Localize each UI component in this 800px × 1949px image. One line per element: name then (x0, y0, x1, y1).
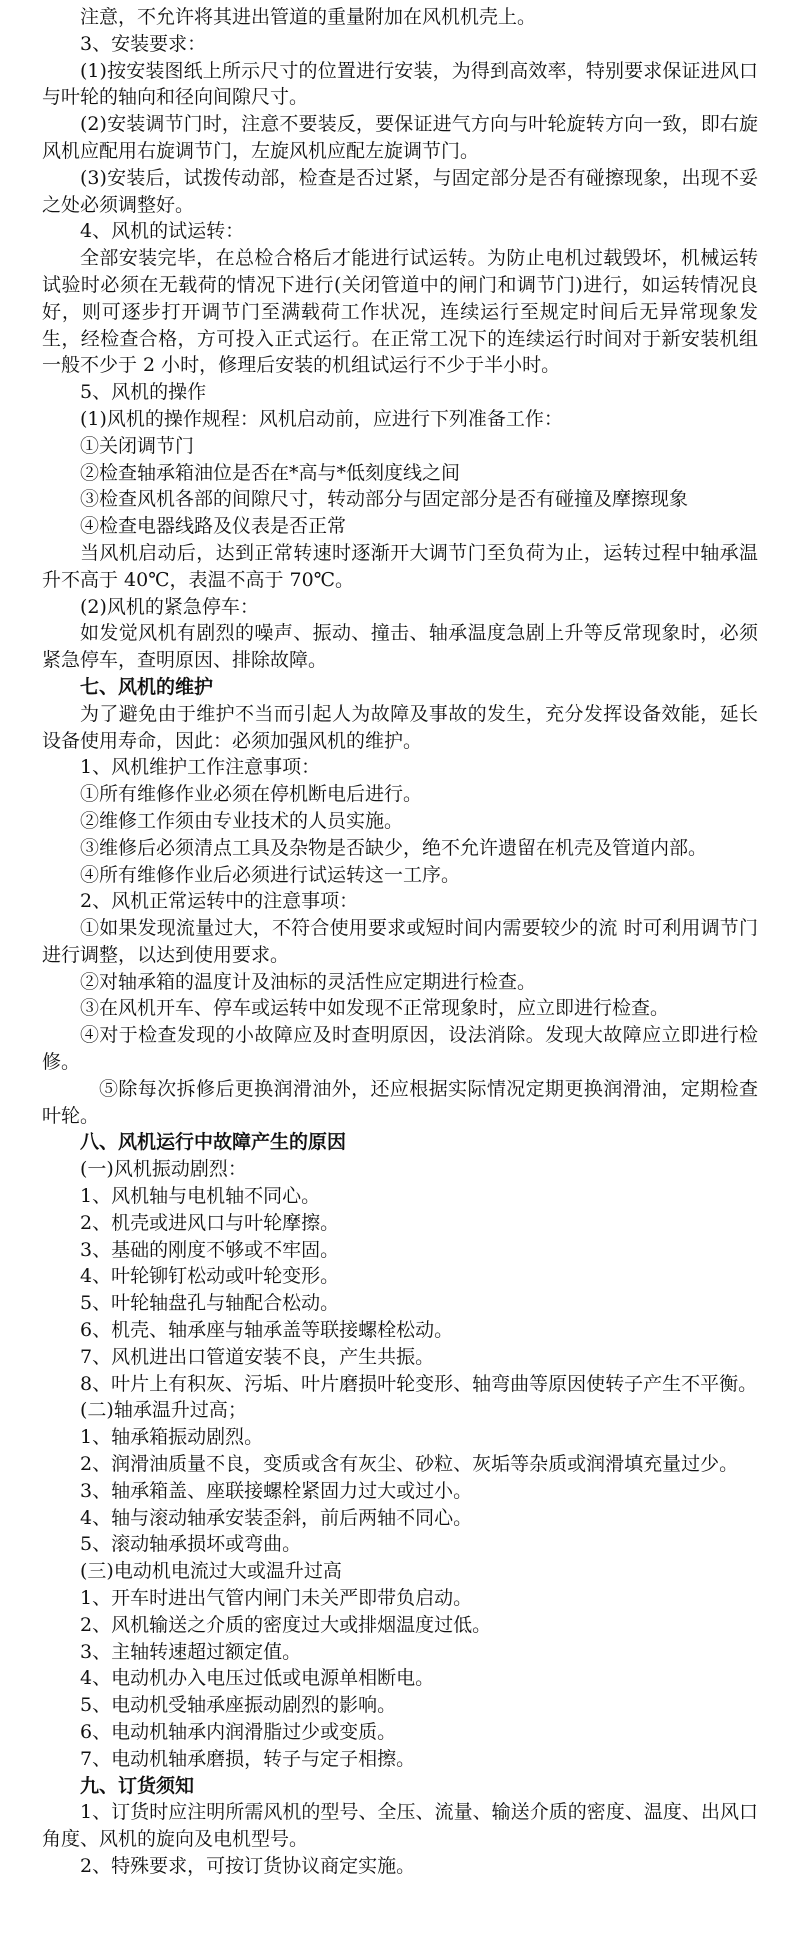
paragraph: (一)风机振动剧烈： (80, 1158, 247, 1181)
paragraph: 3、主轴转速超过额定值。 (80, 1640, 302, 1663)
paragraph: ④检查电器线路及仪表是否正常 (80, 515, 347, 538)
paragraph: 5、电动机受轴承座振动剧烈的影响。 (80, 1694, 397, 1717)
paragraph: 5、滚动轴承损坏或弯曲。 (80, 1533, 302, 1556)
paragraph: ②维修工作须由专业技术的人员实施。 (80, 809, 404, 832)
paragraph: 1、风机轴与电机轴不同心。 (80, 1185, 321, 1208)
paragraph: ③维修后必须清点工具及杂物是否缺少，绝不允许遗留在机壳及管道内部。 (80, 836, 708, 859)
paragraph: 6、机壳、轴承座与轴承盖等联接螺栓松动。 (80, 1319, 454, 1342)
paragraph: 3、基础的刚度不够或不牢固。 (80, 1238, 340, 1261)
paragraph: 8、叶片上有积灰、污垢、叶片磨损叶轮变形、轴弯曲等原因使转子产生不平衡。 (80, 1372, 758, 1395)
paragraph: 4、叶轮铆钉松动或叶轮变形。 (80, 1265, 340, 1288)
paragraph: 2、机壳或进风口与叶轮摩擦。 (80, 1211, 340, 1234)
paragraph: 6、电动机轴承内润滑脂过少或变质。 (80, 1721, 397, 1743)
paragraph: 3、安装要求： (80, 32, 207, 55)
paragraph: (1)风机的操作规程：风机启动前，应进行下列准备工作： (80, 407, 563, 430)
paragraph: 4、电动机办入电压过低或电源单相断电。 (80, 1667, 435, 1690)
paragraph: ③检查风机各部的间隙尺寸，转动部分与固定部分是否有碰撞及摩擦现象 (80, 488, 689, 511)
paragraph: 4、风机的试运转： (80, 220, 245, 243)
paragraph: 5、叶轮轴盘孔与轴配合松动。 (80, 1292, 340, 1315)
paragraph: (2)风机的紧急停车： (80, 595, 259, 618)
paragraph: ①如果发现流量过大，不符合使用要求或短时间内需要较少的流 时可利用调节门进行调整，以达到使用要求。 (42, 917, 758, 966)
section-heading: 七、风机的维护 (80, 675, 214, 698)
paragraph: (2)安装调节门时，注意不要装反，要保证进气方向与叶轮旋转方向一致，即右旋风机应配用右旋调节门，左旋风机应配左旋调节门。 (42, 113, 758, 162)
paragraph: ④所有维修作业后必须进行试运转这一工序。 (80, 863, 461, 886)
paragraph: 2、风机输送之介质的密度过大或排烟温度过低。 (80, 1613, 492, 1636)
paragraph: 3、轴承箱盖、座联接螺栓紧固力过大或过小。 (80, 1479, 473, 1502)
paragraph: ⑤除每次拆修后更换润滑油外，还应根据实际情况定期更换润滑油，定期检查叶轮。 (42, 1077, 758, 1127)
paragraph: (三)电动机电流过大或温升过高 (80, 1560, 342, 1583)
paragraph: ④对于检查发现的小故障应及时查明原因，设法消除。发现大故障应立即进行检修。 (42, 1024, 758, 1074)
paragraph: ②对轴承箱的温度计及油标的灵活性应定期进行检查。 (80, 970, 537, 993)
paragraph: 7、电动机轴承磨损，转子与定子相擦。 (80, 1747, 416, 1770)
paragraph: 如发觉风机有剧烈的噪声、振动、撞击、轴承温度急剧上升等反常现象时，必须紧急停车，查明原因、排除故障。 (42, 622, 758, 672)
paragraph: 1、开车时进出气管内闸门未关严即带负启动。 (80, 1587, 473, 1610)
paragraph: 当风机启动后，达到正常转速时逐渐开大调节门至负荷为止，运转过程中轴承温升不高于 40℃，表温不高于 70℃。 (42, 541, 758, 591)
paragraph: (3)安装后，试拨传动部，检查是否过紧，与固定部分是否有碰擦现象，出现不妥之处必须调整好。 (42, 166, 758, 216)
paragraph: 5、风机的操作 (80, 381, 207, 404)
paragraph: 4、轴与滚动轴承安装歪斜，前后两轴不同心。 (80, 1506, 473, 1529)
paragraph: 1、订货时应注明所需风机的型号、全压、流量、输送介质的密度、温度、出风口角度、风机的旋向及电机型号。 (42, 1801, 758, 1851)
section-heading: 九、订货须知 (80, 1774, 195, 1797)
paragraph: ①所有维修作业必须在停机断电后进行。 (80, 783, 423, 806)
paragraph: 1、风机维护工作注意事项： (80, 756, 321, 779)
paragraph: 全部安装完毕，在总检合格后才能进行试运转。为防止电机过载毁坏，机械运转试验时必须在无载荷的情况下进行(关闭管道中的闸门和调节门)进行，如运转情况良好，则可逐步打开调节门至满载荷工作状况，连续运行至规定时间后无异常现象发生，经检查合格，方可投入正式运行。在正常工况下的连续运行时间对于新安装机组一般不少于 2 小时，修理后安装的机组试运行不少于半小时。 (42, 247, 758, 377)
section-heading: 八、风机运行中故障产生的原因 (80, 1131, 347, 1154)
paragraph: 2、润滑油质量不良，变质或含有灰尘、砂粒、灰垢等杂质或润滑填充量过少。 (80, 1453, 739, 1476)
paragraph: 1、轴承箱振动剧烈。 (80, 1426, 264, 1449)
paragraph: 为了避免由于维护不当而引起人为故障及事故的发生，充分发挥设备效能，延长设备使用寿命，因此：必须加强风机的维护。 (42, 702, 758, 752)
paragraph: ①关闭调节门 (80, 434, 195, 457)
paragraph: 2、特殊要求，可按订货协议商定实施。 (80, 1854, 416, 1877)
paragraph: ②检查轴承箱油位是否在*高与*低刻度线之间 (80, 461, 461, 484)
paragraph: 2、风机正常运转中的注意事项： (80, 890, 359, 913)
paragraph: (1)按安装图纸上所示尺寸的位置进行安装，为得到高效率，特别要求保证进风口与叶轮的轴向和径向间隙尺寸。 (42, 59, 758, 109)
paragraph: ③在风机开车、停车或运转中如发现不正常现象时，应立即进行检查。 (80, 997, 670, 1020)
paragraph: 注意，不允许将其进出管道的重量附加在风机机壳上。 (80, 6, 537, 28)
paragraph: 7、风机进出口管道安装不良，产生共振。 (80, 1345, 435, 1368)
paragraph: (二)轴承温升过高； (80, 1399, 247, 1422)
